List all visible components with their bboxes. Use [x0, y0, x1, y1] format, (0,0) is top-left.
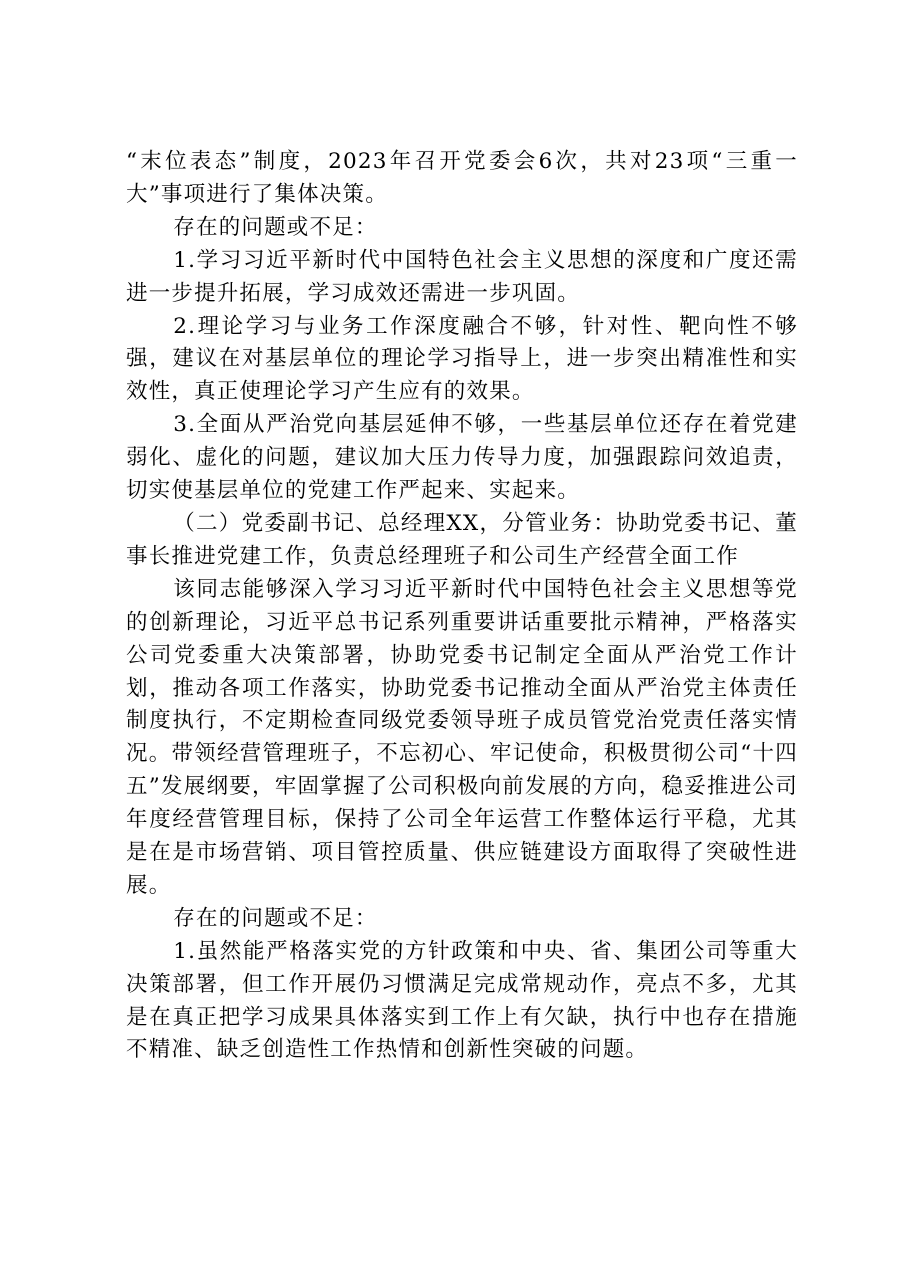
paragraph-section-heading: （二）党委副书记、总经理XX，分管业务：协助党委书记、董事长推进党建工作，负责总经理班子和公司生产经营全面工作	[126, 510, 798, 569]
paragraph-issues-heading-2: 存在的问题或不足：	[173, 905, 378, 931]
paragraph-issue-2: 2.理论学习与业务工作深度融合不够，针对性、靶向性不够强，建议在对基层单位的理论学习指导上，进一步突出精准性和实效性，真正使理论学习产生应有的效果。	[126, 313, 798, 405]
document-page	[126, 146, 798, 1067]
paragraph-issue-1: 1.学习习近平新时代中国特色社会主义思想的深度和广度还需进一步提升拓展，学习成效还需进一步巩固。	[126, 247, 798, 306]
paragraph-continuation: “末位表态”制度，2023年召开党委会6次，共对23项“三重一大”事项进行了集体决策。	[126, 149, 798, 207]
paragraph-issue-3: 3.全面从严治党向基层延伸不够，一些基层单位还存在着党建弱化、虚化的问题，建议加大压力传导力度，加强跟踪问效追责，切实使基层单位的党建工作严起来、实起来。	[126, 412, 798, 504]
paragraph-issue-1b: 1.虽然能严格落实党的方针政策和中央、省、集团公司等重大决策部署，但工作开展仍习惯满足完成常规动作，亮点不多，尤其是在真正把学习成果具体落实到工作上有欠缺，执行中也存在措施不精准、缺乏创造性工作热情和创新性突破的问题。	[126, 938, 798, 1063]
paragraph-evaluation: 该同志能够深入学习习近平新时代中国特色社会主义思想等党的创新理论，习近平总书记系列重要讲话重要批示精神，严格落实公司党委重大决策部署，协助党委书记制定全面从严治党工作计划，推动各项工作落实，协助党委书记推动全面从严治党主体责任制度执行，不定期检查同级党委领导班子成员管党治党责任落实情况。带领经营管理班子，不忘初心、牢记使命，积极贯彻公司“十四五”发展纲要，牢固掌握了公司积极向前发展的方向，稳妥推进公司年度经营管理目标，保持了公司全年运营工作整体运行平稳，尤其是在是市场营销、项目管控质量、供应链建设方面取得了突破性进展。	[126, 576, 798, 898]
paragraph-issues-heading: 存在的问题或不足：	[173, 214, 378, 240]
